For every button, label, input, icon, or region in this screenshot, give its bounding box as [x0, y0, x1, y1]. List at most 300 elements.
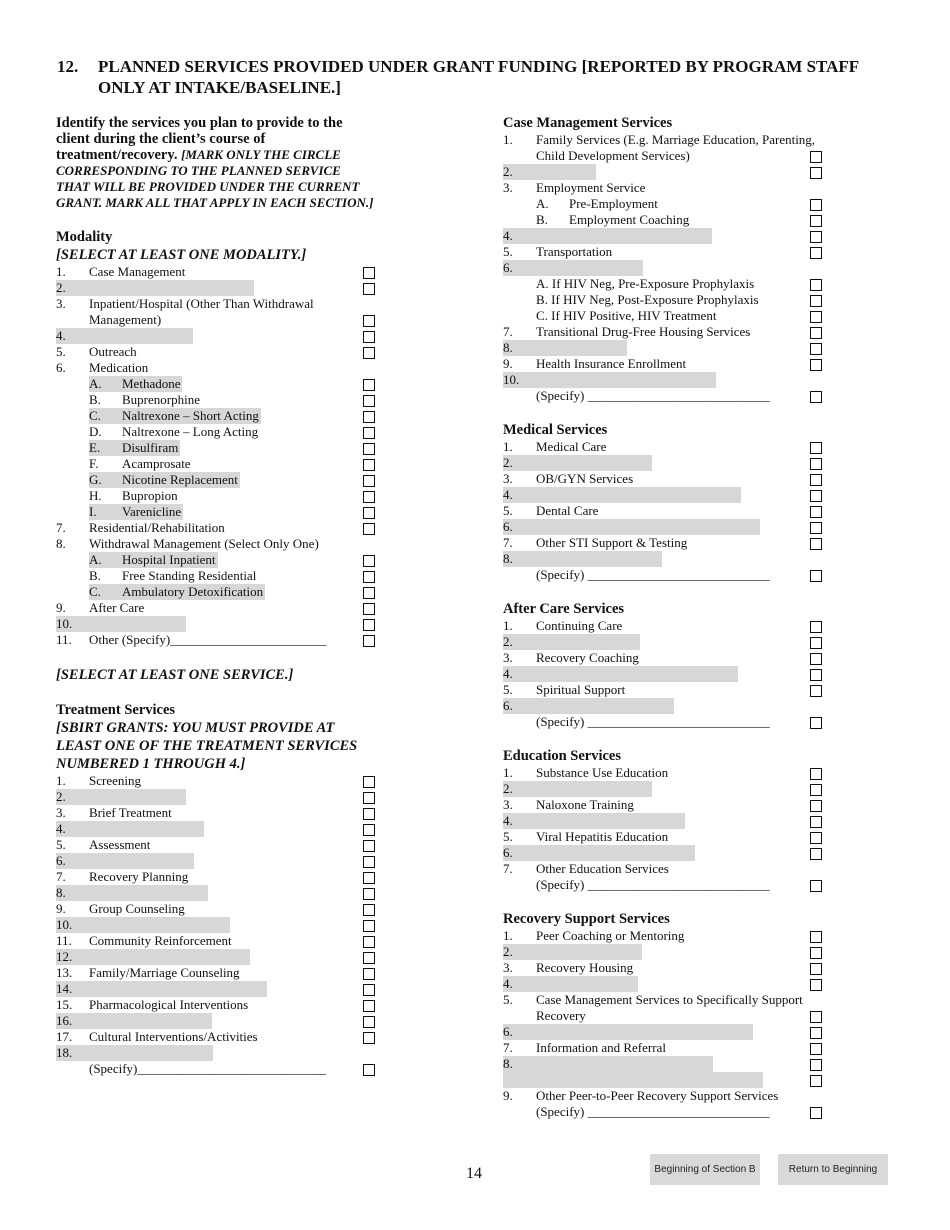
list-item	[56, 408, 376, 424]
item-number: 1.	[503, 618, 513, 633]
question-number: 12.	[57, 57, 79, 76]
item-number: 1.	[503, 132, 513, 147]
checkbox[interactable]	[363, 888, 375, 900]
list-item	[503, 551, 823, 567]
list-item	[56, 600, 376, 616]
list-item	[503, 714, 823, 730]
item-label: Medical Care	[536, 439, 607, 454]
list-item	[56, 536, 376, 552]
checkbox[interactable]	[810, 717, 822, 729]
list-item	[56, 1029, 376, 1045]
item-number: 14.	[56, 981, 73, 996]
list-item	[503, 372, 823, 388]
checkbox[interactable]	[810, 947, 822, 959]
checkbox[interactable]	[363, 1000, 375, 1012]
item-label: (Specify)_____________________________	[89, 1061, 326, 1076]
list-item	[56, 280, 376, 296]
item-label: Naltrexone – Long Acting	[122, 424, 259, 439]
item-number: F.	[89, 456, 99, 471]
checkbox[interactable]	[363, 776, 375, 788]
item-number: A.	[536, 196, 549, 211]
row-shade	[503, 666, 738, 682]
checkbox[interactable]	[810, 279, 822, 291]
list-item	[503, 682, 823, 698]
list-item	[503, 1072, 823, 1088]
checkbox[interactable]	[810, 538, 822, 550]
item-label: Pre-Employment	[569, 196, 658, 211]
row-shade	[503, 487, 741, 503]
return-to-beginning-button[interactable]: Return to Beginning	[778, 1154, 888, 1185]
item-label: Disulfiram	[122, 440, 179, 455]
checkbox[interactable]	[810, 570, 822, 582]
list-item	[56, 901, 376, 917]
row-shade	[503, 698, 674, 714]
checkbox[interactable]	[810, 506, 822, 518]
list-item	[503, 308, 823, 324]
row-shade	[503, 845, 695, 861]
item-number: 11.	[56, 632, 72, 647]
list-item	[503, 164, 823, 180]
checkbox[interactable]	[363, 1016, 375, 1028]
row-shade	[503, 551, 662, 567]
item-label: Screening	[89, 773, 141, 788]
checkbox[interactable]	[810, 1059, 822, 1071]
list-item	[56, 997, 376, 1013]
checkbox[interactable]	[363, 475, 375, 487]
item-label: Free Standing Residential	[122, 568, 257, 583]
checkbox[interactable]	[363, 267, 375, 279]
checkbox[interactable]	[810, 848, 822, 860]
education-heading: Education Services	[503, 748, 622, 764]
row-shade	[56, 821, 204, 837]
item-number: 6.	[503, 260, 513, 275]
item-label: (Specify) ____________________________	[536, 1104, 770, 1119]
item-label: Employment Coaching	[569, 212, 690, 227]
item-label: Ambulatory Detoxification	[122, 584, 264, 599]
checkbox[interactable]	[810, 685, 822, 697]
item-label: Employment Service	[536, 180, 646, 195]
item-number: E.	[89, 440, 101, 455]
sub-item-shade	[89, 552, 218, 568]
checkbox[interactable]	[363, 379, 375, 391]
recovery-list	[503, 928, 823, 1120]
item-label: Methadone	[122, 376, 181, 391]
checkbox[interactable]	[363, 1032, 375, 1044]
list-item	[56, 376, 376, 392]
list-item	[56, 264, 376, 280]
checkbox[interactable]	[810, 784, 822, 796]
item-label: Recovery Housing	[536, 960, 634, 975]
list-item	[56, 632, 376, 648]
checkbox[interactable]	[363, 523, 375, 535]
item-number: 3.	[503, 650, 513, 665]
checkbox[interactable]	[810, 621, 822, 633]
item-label: Varenicline	[122, 504, 182, 519]
sub-item-shade	[89, 408, 261, 424]
list-item	[503, 503, 823, 519]
list-item	[503, 976, 823, 992]
list-item	[503, 944, 823, 960]
item-number: 16.	[56, 1013, 73, 1028]
list-item	[56, 472, 376, 488]
list-item	[56, 869, 376, 885]
item-number: D.	[89, 424, 102, 439]
list-item	[503, 180, 823, 196]
list-item	[56, 504, 376, 520]
list-item	[503, 471, 823, 487]
item-number: 2.	[503, 944, 513, 959]
item-label: (Specify) ____________________________	[536, 567, 770, 582]
sub-item-shade	[89, 584, 265, 600]
list-item	[56, 520, 376, 536]
item-number: 3.	[503, 180, 513, 195]
checkbox[interactable]	[363, 920, 375, 932]
checkbox[interactable]	[810, 295, 822, 307]
medical-heading: Medical Services	[503, 422, 608, 438]
item-label: Substance Use Education	[536, 765, 669, 780]
list-item	[503, 212, 823, 228]
list-item	[56, 1061, 376, 1077]
item-number: 5.	[56, 837, 66, 852]
checkbox[interactable]	[810, 669, 822, 681]
checkbox[interactable]	[810, 963, 822, 975]
list-item	[503, 228, 823, 244]
item-label: A. If HIV Neg, Pre-Exposure Prophylaxis	[536, 276, 755, 291]
item-number: 1.	[56, 773, 66, 788]
item-number: 3.	[56, 805, 66, 820]
item-number: H.	[89, 488, 102, 503]
list-item	[56, 933, 376, 949]
item-number: B.	[536, 212, 548, 227]
item-label: C. If HIV Positive, HIV Treatment	[536, 308, 717, 323]
checkbox[interactable]	[363, 459, 375, 471]
checkbox[interactable]	[810, 653, 822, 665]
row-shade	[503, 976, 638, 992]
question-text: PLANNED SERVICES PROVIDED UNDER GRANT FUNDING [REPORTED BY PROGRAM STAFF ONLY AT INTAKE/BASELINE.]	[98, 57, 859, 97]
checkbox[interactable]	[363, 331, 375, 343]
list-item	[503, 519, 823, 535]
item-number: 8.	[56, 885, 66, 900]
checkbox[interactable]	[810, 215, 822, 227]
list-item	[503, 567, 823, 583]
checkbox[interactable]	[810, 458, 822, 470]
item-number: A.	[89, 552, 102, 567]
row-shade	[503, 260, 643, 276]
item-number: B.	[89, 392, 101, 407]
item-number: 4.	[503, 228, 513, 243]
item-label: Pharmacological Interventions	[89, 997, 249, 1012]
item-label: Bupropion	[122, 488, 178, 503]
list-item	[56, 584, 376, 600]
list-item	[503, 765, 823, 781]
checkbox[interactable]	[363, 619, 375, 631]
sub-item-shade	[89, 376, 182, 392]
checkbox[interactable]	[363, 952, 375, 964]
list-item	[503, 813, 823, 829]
list-item	[503, 781, 823, 797]
item-number: 7.	[56, 869, 66, 884]
item-number: 2.	[503, 781, 513, 796]
list-item	[56, 1045, 376, 1061]
item-number: 7.	[503, 861, 513, 876]
sub-item-shade	[89, 504, 183, 520]
row-shade	[503, 340, 627, 356]
checkbox[interactable]	[363, 872, 375, 884]
instructions	[56, 115, 376, 211]
row-shade	[56, 789, 186, 805]
item-number: 5.	[56, 344, 66, 359]
item-label: Residential/Rehabilitation	[89, 520, 225, 535]
case-management-list	[503, 132, 823, 404]
item-label: Transitional Drug-Free Housing Services	[536, 324, 751, 339]
item-label: Other Education Services	[536, 861, 669, 876]
checkbox[interactable]	[363, 283, 375, 295]
checkbox[interactable]	[363, 507, 375, 519]
row-shade	[56, 328, 193, 344]
checkbox[interactable]	[363, 315, 375, 327]
checkbox[interactable]	[363, 571, 375, 583]
checkbox[interactable]	[810, 1075, 822, 1087]
checkbox[interactable]	[810, 442, 822, 454]
item-label: Withdrawal Management (Select Only One)	[89, 536, 319, 551]
item-label: Case Management	[89, 264, 186, 279]
checkbox[interactable]	[363, 347, 375, 359]
list-item	[503, 797, 823, 813]
item-number: C.	[89, 584, 101, 599]
row-shade	[56, 853, 194, 869]
item-label: Continuing Care	[536, 618, 623, 633]
item-label: Assessment	[89, 837, 151, 852]
checkbox[interactable]	[363, 904, 375, 916]
list-item	[503, 928, 823, 944]
list-item	[503, 439, 823, 455]
checkbox[interactable]	[363, 824, 375, 836]
item-number: 3.	[56, 296, 66, 311]
list-item	[503, 1024, 823, 1040]
checkbox[interactable]	[810, 522, 822, 534]
list-item	[503, 276, 823, 292]
checkbox[interactable]	[810, 247, 822, 259]
row-shade	[503, 164, 596, 180]
item-label: Community Reinforcement	[89, 933, 232, 948]
item-number: 4.	[503, 666, 513, 681]
item-label: Group Counseling	[89, 901, 185, 916]
checkbox[interactable]	[810, 931, 822, 943]
list-item	[503, 1040, 823, 1056]
item-number: 5.	[503, 244, 513, 259]
checkbox[interactable]	[810, 199, 822, 211]
list-item	[56, 837, 376, 853]
checkbox[interactable]	[810, 880, 822, 892]
checkbox[interactable]	[363, 856, 375, 868]
row-shade	[503, 455, 652, 471]
item-number: 2.	[503, 634, 513, 649]
checkbox[interactable]	[810, 311, 822, 323]
item-number: 8.	[503, 551, 513, 566]
row-shade	[56, 885, 208, 901]
list-item	[56, 568, 376, 584]
checkbox[interactable]	[363, 443, 375, 455]
item-number: 7.	[503, 535, 513, 550]
item-number: 1.	[503, 928, 513, 943]
row-shade	[56, 1045, 213, 1061]
item-number: 7.	[503, 1040, 513, 1055]
checkbox[interactable]	[810, 474, 822, 486]
checkbox[interactable]	[810, 151, 822, 163]
item-number: 9.	[56, 600, 66, 615]
row-shade	[503, 1056, 713, 1072]
list-item	[503, 340, 823, 356]
list-item	[503, 618, 823, 634]
list-item	[56, 805, 376, 821]
list-item	[503, 845, 823, 861]
treatment-list	[56, 773, 376, 1077]
list-item	[503, 1104, 823, 1120]
row-shade	[503, 1072, 763, 1088]
item-number: 6.	[503, 519, 513, 534]
aftercare-heading: After Care Services	[503, 601, 625, 617]
checkbox[interactable]	[810, 1107, 822, 1119]
list-item	[503, 487, 823, 503]
checkbox[interactable]	[363, 936, 375, 948]
list-item	[56, 344, 376, 360]
checkbox[interactable]	[810, 391, 822, 403]
checkbox[interactable]	[363, 427, 375, 439]
item-number: 5.	[503, 682, 513, 697]
modality-list	[56, 264, 376, 648]
checkbox[interactable]	[363, 792, 375, 804]
item-number: C.	[89, 408, 101, 423]
checkbox[interactable]	[810, 768, 822, 780]
item-number: I.	[89, 504, 97, 519]
checkbox[interactable]	[810, 637, 822, 649]
checkbox[interactable]	[363, 395, 375, 407]
item-label: Case Management Services to Specifically Support Recovery	[536, 992, 803, 1023]
list-item	[56, 965, 376, 981]
checkbox[interactable]	[810, 979, 822, 991]
item-number: 9.	[503, 1088, 513, 1103]
beginning-of-section-b-button[interactable]: Beginning of Section B	[650, 1154, 760, 1185]
item-number: A.	[89, 376, 102, 391]
item-number: 2.	[56, 280, 66, 295]
item-label: Spiritual Support	[536, 682, 626, 697]
list-item	[503, 861, 823, 877]
checkbox[interactable]	[363, 555, 375, 567]
checkbox[interactable]	[363, 411, 375, 423]
treatment-note: [SBIRT GRANTS: YOU MUST PROVIDE AT LEAST ONE OF THE TREATMENT SERVICES NUMBERED 1 THROUGH 4.]	[56, 720, 358, 772]
list-item	[503, 388, 823, 404]
list-item	[56, 853, 376, 869]
item-number: 4.	[503, 813, 513, 828]
item-number: 1.	[503, 765, 513, 780]
item-label: Cultural Interventions/Activities	[89, 1029, 258, 1044]
list-item	[56, 392, 376, 408]
checkbox[interactable]	[363, 808, 375, 820]
item-number: 10.	[503, 372, 520, 387]
row-shade	[56, 280, 254, 296]
item-number: 4.	[56, 328, 66, 343]
checkbox[interactable]	[810, 343, 822, 355]
item-label: Brief Treatment	[89, 805, 172, 820]
right-column	[503, 115, 823, 1120]
item-number: 4.	[56, 821, 66, 836]
checkbox[interactable]	[810, 800, 822, 812]
row-shade	[56, 1013, 212, 1029]
item-number: 12.	[56, 949, 73, 964]
row-shade	[503, 634, 640, 650]
item-number: 5.	[503, 992, 513, 1007]
list-item	[503, 698, 823, 714]
item-number: 4.	[503, 976, 513, 991]
checkbox[interactable]	[363, 587, 375, 599]
treatment-heading: Treatment Services	[56, 702, 176, 718]
list-item	[503, 1088, 823, 1104]
row-shade	[503, 813, 685, 829]
checkbox[interactable]	[810, 1043, 822, 1055]
checkbox[interactable]	[810, 1027, 822, 1039]
checkbox[interactable]	[810, 1011, 822, 1023]
list-item	[503, 260, 823, 276]
row-shade	[503, 1024, 753, 1040]
row-shade	[56, 616, 186, 632]
checkbox[interactable]	[810, 359, 822, 371]
list-item	[503, 196, 823, 212]
item-number: 13.	[56, 965, 73, 980]
checkbox[interactable]	[363, 603, 375, 615]
item-label: Medication	[89, 360, 149, 375]
item-label: (Specify) ____________________________	[536, 714, 770, 729]
recovery-heading: Recovery Support Services	[503, 911, 670, 927]
left-column	[56, 115, 376, 1077]
row-shade	[56, 981, 267, 997]
checkbox[interactable]	[810, 816, 822, 828]
checkbox[interactable]	[363, 968, 375, 980]
sub-item-shade	[89, 440, 180, 456]
item-label: Viral Hepatitis Education	[536, 829, 669, 844]
item-label: Health Insurance Enrollment	[536, 356, 687, 371]
list-item	[56, 456, 376, 472]
checkbox[interactable]	[810, 490, 822, 502]
checkbox[interactable]	[363, 491, 375, 503]
instructions-note: [MARK ONLY THE CIRCLE CORRESPONDING TO THE PLANNED SERVICE THAT WILL BE PROVIDED UNDER THE CURRENT GRANT. MARK ALL THAT APPLY IN EACH SECTION.]	[56, 147, 374, 210]
item-label: Dental Care	[536, 503, 599, 518]
checkbox[interactable]	[363, 635, 375, 647]
item-label: (Specify) ____________________________	[536, 877, 770, 892]
checkbox[interactable]	[363, 840, 375, 852]
item-number: 8.	[56, 536, 66, 551]
row-shade	[503, 944, 642, 960]
item-number: 6.	[503, 698, 513, 713]
item-label: After Care	[89, 600, 145, 615]
checkbox[interactable]	[810, 231, 822, 243]
item-label: B. If HIV Neg, Post-Exposure Prophylaxis	[536, 292, 759, 307]
list-item	[503, 650, 823, 666]
item-number: 2.	[503, 164, 513, 179]
item-number: 15.	[56, 997, 73, 1012]
list-item	[56, 552, 376, 568]
sub-item-shade	[89, 472, 240, 488]
row-shade	[503, 228, 712, 244]
list-item	[56, 440, 376, 456]
checkbox[interactable]	[363, 1064, 375, 1076]
list-item	[503, 132, 823, 164]
checkbox[interactable]	[810, 167, 822, 179]
item-number: 2.	[503, 455, 513, 470]
checkbox[interactable]	[363, 984, 375, 996]
checkbox[interactable]	[810, 832, 822, 844]
checkbox[interactable]	[810, 327, 822, 339]
list-item	[503, 829, 823, 845]
